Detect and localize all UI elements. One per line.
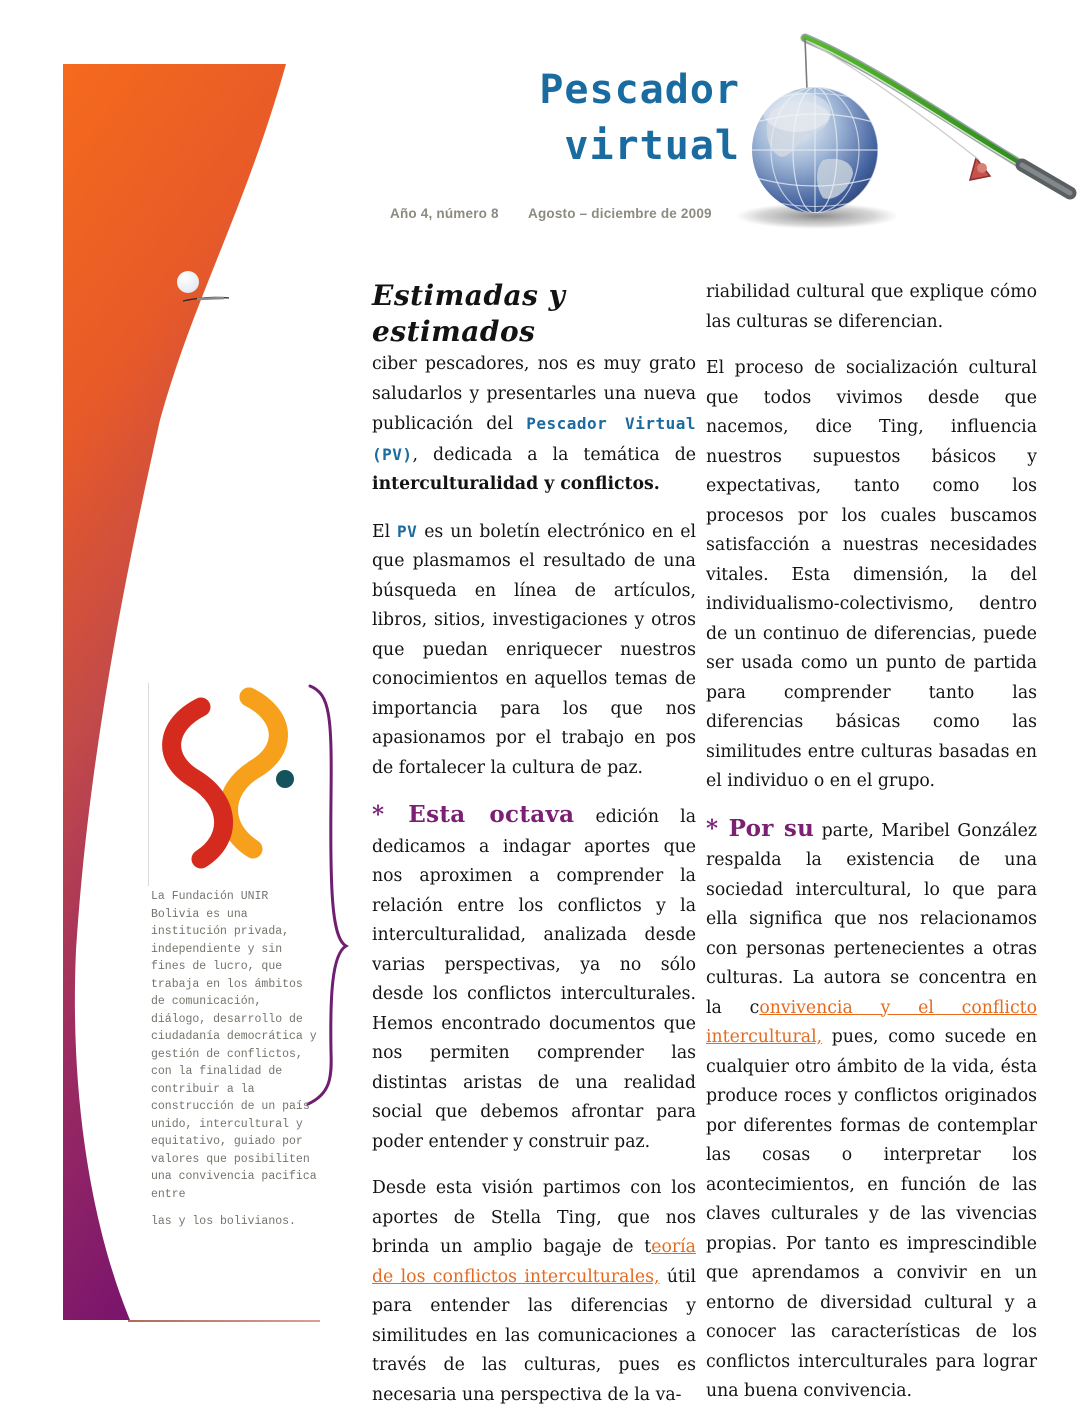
unir-logo-card [148, 683, 306, 886]
gonzalez-text-2: pues, como sucede en cualquier otro ámbito de la vida, ésta produce roces y conflictos originados por diferentes formas de contemplar las cosas o interpretar los acontecimientos, en función de las claves culturales y de las vivencias propias. Por tanto es imprescindible que aprendamos a convivir en un entorno de diversidad cultural y a conocer las características de los conflictos interculturales para lograr una buena convivencia. [706, 1027, 1037, 1401]
conflict-theory-link[interactable]: eoría de los conflictos interculturales, [372, 1237, 696, 1287]
variability-paragraph: riabilidad cultural que explique cómo las culturas se diferencian. [706, 282, 1037, 332]
salutation-heading: Estimadas y estimados [372, 279, 566, 348]
edition-lead: * Esta octava [372, 801, 575, 828]
about-paragraph-2: las y los bolivianos. [151, 1215, 296, 1228]
globe-icon [752, 87, 878, 213]
intro-paragraph [372, 278, 696, 500]
issue-dates: Agosto – diciembre de 2009 [528, 206, 712, 221]
gonzalez-text: parte, Maribel González respalda la existencia de una sociedad intercultural, lo que para ella significa que nos relacionamos con personas pertenecientes a otras culturas. La autora se concentra en la c [706, 820, 1037, 1018]
about-paragraph: La Fundación UNIR Bolivia es una institución privada, independiente y sin fines de lucro, que trabaja en los ámbitos de comunicación, diálogo, desarrollo de ciudadanía democrática y gestión de conflictos, con la finalidad de contribuir a la construcción de un país unido, intercultural y equitativo, guiado por valores que posibiliten una convivencia pacifica entre [151, 890, 317, 1201]
ting-paragraph [372, 1174, 696, 1408]
ting-text: Desde esta visión partimos con los aportes de Stella Ting, que nos brinda un amplio bagaje de t [372, 1178, 696, 1257]
pv-abbreviation: PV [397, 521, 418, 541]
bulletin-text-2: es un boletín electrónico en el que plasmamos el resultado de una búsqueda en línea de artículos, libros, sitios, investigaciones y otros que puedan enriquecer nuestros conocimientos en aquellos temas de importancia para los que nos apasionamos por el trabajo en pos de fortalecer la cultura de paz. [372, 521, 696, 778]
bulletin-paragraph [372, 517, 696, 784]
title-line-2: virtual [564, 123, 740, 169]
ting-text-2: útil para entender las diferencias y similitudes en las comunicaciones a través de las culturas, pues es necesaria una perspectiva de la va- [372, 1266, 696, 1405]
gonzalez-paragraph [706, 814, 1037, 1407]
edition-text: edición la dedicamos a indagar aportes que nos aproximen a comprender la relación entre los conflictos y la interculturalidad, analizada desde varias perspectivas, ya no sólo desde los conflictos interculturales. Hemos encontrado documentos que nos permiten comprender las distintas aristas de una realidad social que debemos afrontar para poder entender y construir paz. [372, 807, 696, 1152]
edition-paragraph [372, 800, 696, 1157]
intro-text-2: , dedicada a la temática de [412, 444, 696, 465]
unir-bolivia-logo-icon [149, 683, 305, 883]
body-column-right [706, 278, 1037, 1408]
body-column-left [372, 278, 696, 1408]
intro-text: ciber pescadores, nos es muy grato saludarlos y presentarles una nueva publicación del [372, 354, 696, 434]
theme-bold-text: interculturalidad y conflictos. [372, 474, 660, 494]
brand-mention: Pescador Virtual (PV) [372, 414, 696, 464]
footer-divider [128, 1320, 320, 1322]
coexistence-conflict-link[interactable]: onvivencia y el conflicto intercultural, [706, 997, 1037, 1047]
bulletin-text: El [372, 521, 398, 542]
globe-and-rod-graphic [735, 10, 1088, 235]
issue-number: Año 4, número 8 [390, 206, 499, 221]
issue-row [390, 206, 810, 221]
title-line-1: Pescador [539, 67, 740, 113]
socialization-paragraph: El proceso de socialización cultural que todos vivimos desde que nacemos, dice Ting, influencia nuestros supuestos básicos y expectativas, tanto como los procesos por los cuales buscamos satisfacción a nuestras necesidades vitales. Esta dimensión, la del individualismo-colectivismo, dentro de un continuo de diferencias, puede ser usada como un punto de partida para comprender tanto las diferencias básicas como las similitudes entre culturas basadas en el individuo o en el grupo. [706, 358, 1037, 791]
sidebar-about-unir [151, 888, 323, 1231]
gonzalez-lead: * Por su [706, 814, 815, 842]
newsletter-title [420, 62, 740, 174]
